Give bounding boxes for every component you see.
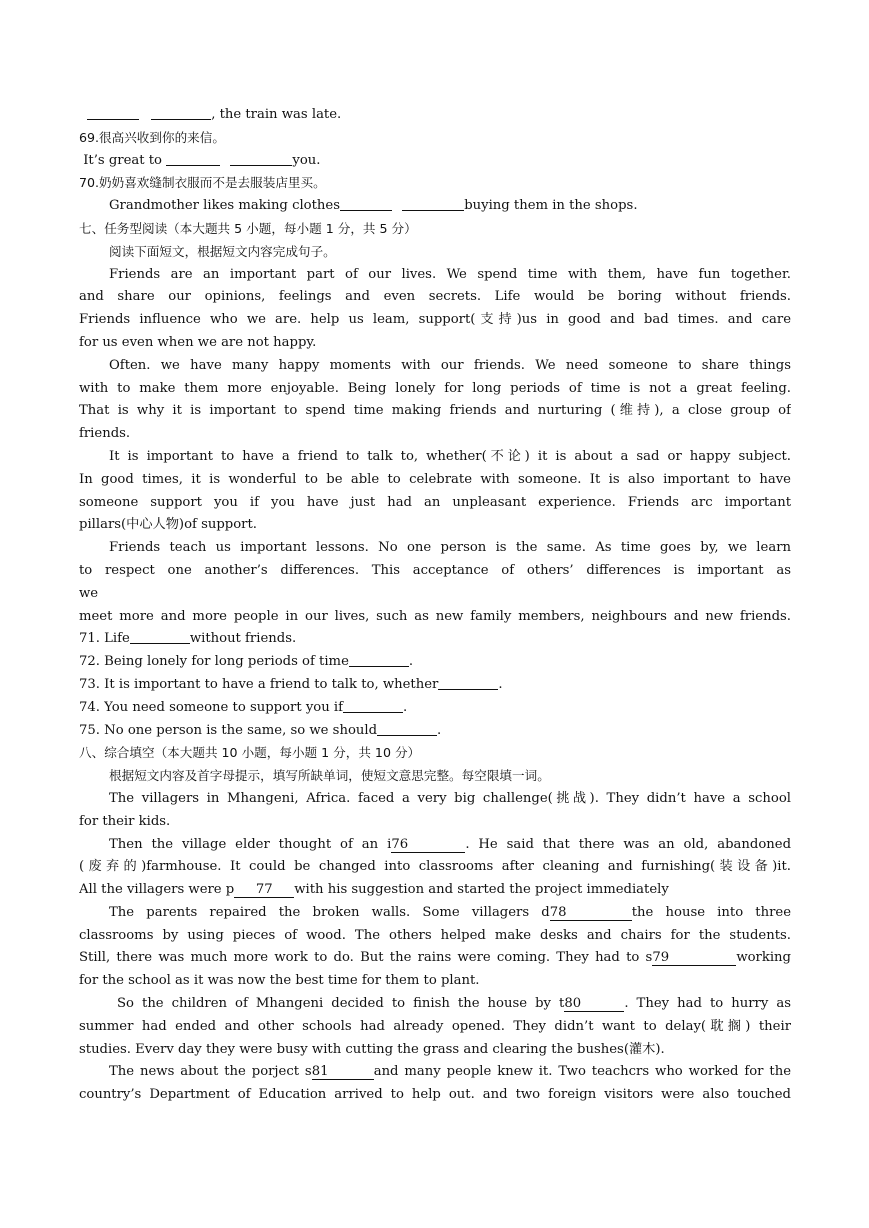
passage-line: Friends are an important part of our lives. We spend time with them, have fun together.	[109, 266, 791, 282]
cloze-p1-line1: The villagers in Mhangeni, Africa. faced a very big challenge(挑战). They didn’t have a school	[109, 790, 791, 806]
answer-blank[interactable]	[151, 105, 211, 120]
cloze-blank-76[interactable]: 76	[391, 837, 465, 853]
answer-blank[interactable]	[340, 196, 392, 211]
answer-blank[interactable]	[230, 151, 292, 166]
cloze-p3-line2: classrooms by using pieces of wood. The others helped make desks and chairs for the students.	[79, 927, 791, 943]
cloze-p3-line3	[79, 947, 791, 970]
document-page	[79, 104, 791, 1107]
question-text: 71. Life	[79, 631, 130, 647]
reading-questions	[79, 628, 791, 742]
section8-title: 八、综合填空（本大题共 10 小题，每小题 1 分，共 10 分）	[79, 745, 421, 761]
cloze-text: All the villagers were p	[79, 882, 235, 898]
cloze-p3-line1	[79, 902, 791, 925]
passage-line: someone support you if you have just had an unpleasant experience. Friends arc important	[79, 494, 791, 510]
answer-blank[interactable]	[343, 698, 403, 713]
question-text: 75. No one person is the same, so we should	[79, 722, 378, 738]
section8-instruction: 根据短文内容及首字母提示，填写所缺单词，使短文意思完整。每空限填一词。	[109, 768, 550, 784]
cloze-text: and many people knew it. Two teachcrs who worked for the	[373, 1064, 791, 1080]
passage-line: pillars(中心人物)of support.	[79, 517, 257, 533]
cloze-blank-79[interactable]: 79	[652, 950, 736, 966]
q70-text-post: buying them in the shops.	[464, 198, 638, 214]
cloze-p1-line2: for their kids.	[79, 813, 171, 829]
cloze-text: with his suggestion and started the project immediately	[294, 882, 669, 898]
reading-passage	[79, 264, 791, 629]
question-text: 74. You need someone to support you if	[79, 699, 344, 715]
question-text-post: .	[408, 654, 414, 670]
cloze-p2-line1	[79, 834, 791, 857]
q69-text-post: you.	[292, 152, 321, 168]
passage-line: and share our opinions, feelings and even secrets. Life would be boring without friends.	[79, 289, 791, 305]
cloze-p4-line3: studies. Everv day they were busy with cutting the grass and clearing the bushes(灌木).	[79, 1041, 665, 1057]
q69-english-line	[79, 150, 791, 173]
cloze-text: The news about the porject s	[109, 1064, 312, 1080]
cloze-blank-77[interactable]: 77	[234, 882, 294, 898]
cloze-blank-78[interactable]: 78	[550, 905, 632, 921]
answer-blank[interactable]	[438, 675, 498, 690]
cloze-p4-line1	[79, 993, 791, 1016]
passage-line: In good times, it is wonderful to be able to celebrate with someone. It is also important to have	[79, 471, 791, 487]
q69-chinese: 69.很高兴收到你的来信。	[79, 129, 225, 145]
passage-line: That is why it is important to spend time making friends and nurturing (维持), a close group of	[79, 403, 791, 419]
question-text-post: .	[498, 676, 503, 692]
question-text: 72. Being lonely for long periods of time	[79, 654, 349, 670]
cloze-text: Still, there was much more work to do. But the rains were coming. They had to s	[79, 950, 653, 966]
answer-blank[interactable]	[166, 151, 220, 166]
q69-text-pre: It’s great to	[79, 152, 167, 168]
question-75	[79, 720, 791, 743]
cloze-p5-line1	[79, 1061, 791, 1084]
question-text: 73. It is important to have a friend to talk to, whether	[79, 676, 439, 692]
cloze-blank-81[interactable]: 81	[312, 1064, 374, 1080]
answer-blank[interactable]	[130, 629, 190, 644]
cloze-p5-line2: country’s Department of Education arrived to help out. and two foreign visitors were also touched	[79, 1087, 791, 1103]
q68-tail-text: , the train was late.	[211, 107, 342, 122]
question-text-post: .	[437, 722, 442, 738]
cloze-text: The parents repaired the broken walls. Some villagers d	[109, 904, 550, 920]
cloze-p3-line4: for the school as it was now the best time for them to plant.	[79, 973, 480, 989]
section7-instruction: 阅读下面短文，根据短文内容完成句子。	[109, 243, 336, 259]
question-72	[79, 651, 791, 674]
cloze-p2-line3	[79, 879, 791, 902]
answer-blank[interactable]	[377, 721, 437, 736]
passage-line: Friends influence who we are. help us leam, support(支持)us in good and bad times. and care	[79, 312, 791, 328]
answer-blank[interactable]	[402, 196, 464, 211]
passage-line: Friends teach us important lessons. No one person is the same. As time goes by, we learn	[109, 540, 791, 556]
answer-blank[interactable]	[349, 652, 409, 667]
passage-line: It is important to have a friend to talk to, whether(不论) it is about a sad or happy subject.	[109, 448, 791, 464]
question-73	[79, 674, 791, 697]
passage-line: friends.	[79, 426, 131, 442]
cloze-p2-line2: (废弃的)farmhouse. It could be changed into classrooms after cleaning and furnishing(装设备)it.	[79, 859, 791, 875]
cloze-text: Then the village elder thought of an i	[109, 836, 392, 852]
section7-title: 七、任务型阅读（本大题共 5 小题，每小题 1 分，共 5 分）	[79, 220, 417, 236]
passage-line: to respect one another’s differences. This acceptance of others’ differences is important as	[79, 562, 791, 578]
passage-line: meet more and more people in our lives, such as new family members, neighbours and new friends.	[79, 608, 791, 624]
passage-line: for us even when we are not happy.	[79, 334, 317, 350]
q70-text-pre: Grandmother likes making clothes	[109, 198, 340, 214]
passage-line: Often. we have many happy moments with our friends. We need someone to share things	[109, 357, 791, 373]
passage-line: with to make them more enjoyable. Being lonely for long periods of time is not a great feeling.	[79, 380, 791, 396]
question-74	[79, 697, 791, 720]
q70-english-line	[79, 195, 791, 218]
cloze-p4-line2: summer had ended and other schools had already opened. They didn’t want to delay(耽搁) their	[79, 1018, 791, 1034]
passage-line: we	[79, 585, 99, 601]
cloze-text: . They had to hurry as	[624, 996, 791, 1012]
cloze-text: the house into three	[631, 904, 791, 920]
question-text-post: .	[403, 699, 408, 715]
cloze-blank-80[interactable]: 80	[564, 996, 624, 1012]
cloze-text: . He said that there was an old, abandoned	[465, 836, 791, 852]
answer-blank[interactable]	[87, 105, 139, 120]
cloze-text: working	[736, 950, 791, 966]
q70-chinese: 70.奶奶喜欢缝制衣服而不是去服装店里买。	[79, 175, 326, 191]
cloze-text: So the children of Mhangeni decided to finish the house by t	[117, 996, 565, 1012]
question-71	[79, 628, 791, 651]
question-text-post: without friends.	[189, 631, 297, 647]
q68-answer-line	[79, 104, 791, 127]
